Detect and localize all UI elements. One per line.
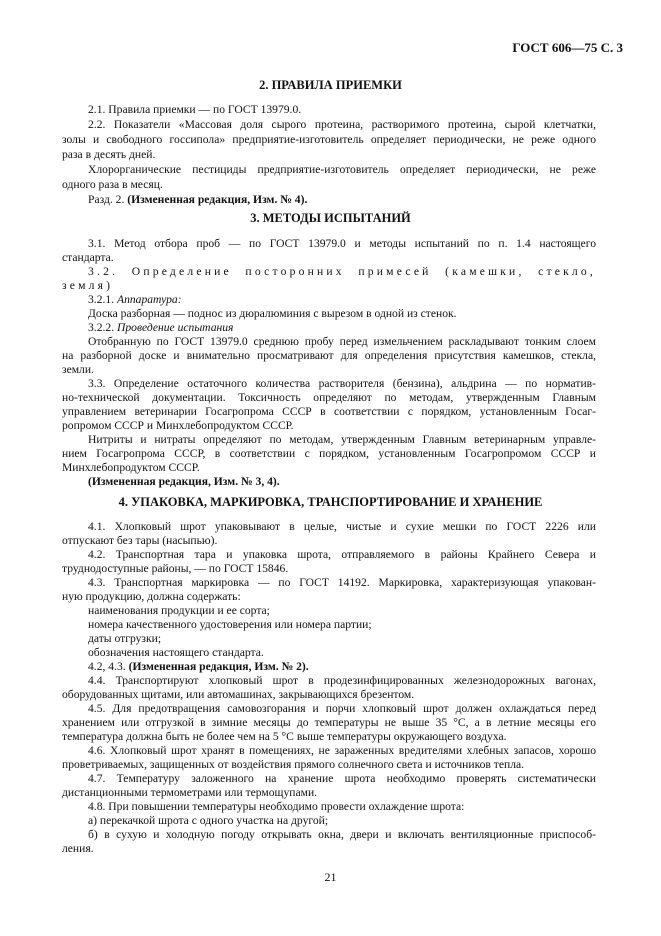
- page-number: 21: [324, 870, 337, 884]
- paragraph-line: 4.7. Температуру заложенного на хранение шрота необходимо проверять систематически: [88, 772, 596, 786]
- subsection-number: 3.2.1.: [88, 292, 117, 306]
- subsection-label: Проведение испытания: [116, 320, 234, 334]
- section-4-heading: 4. УПАКОВКА, МАРКИРОВКА, ТРАНСПОРТИРОВАНИЕ И ХРАНЕНИЕ: [118, 494, 543, 509]
- paragraph-line: раза в десять дней.: [62, 148, 156, 161]
- spaced-subheading: 3.2. Определение посторонних примесей (камешки, стекло,: [88, 264, 596, 278]
- paragraph-line: одного раза в месяц.: [62, 178, 163, 191]
- section-2-heading: 2. ПРАВИЛА ПРИЕМКИ: [259, 78, 402, 92]
- paragraph-line: Нитриты и нитраты определяют по методам, утвержденным Главным ветеринарным управле-: [88, 432, 596, 446]
- paragraph-line: Хлорорганические пестициды предприятие-изготовитель определяет периодически, не реже: [88, 163, 596, 176]
- paragraph-line: 2.1. Правила приемки — по ГОСТ 13979.0.: [88, 103, 302, 116]
- paragraph-line: ную продукцию, должна содержать:: [62, 589, 241, 603]
- paragraph-line: 4.3. Транспортная маркировка — по ГОСТ 14192. Маркировка, характеризующая упакован-: [88, 575, 596, 589]
- amendment-text: (Измененная редакция, Изм. № 2).: [128, 660, 309, 674]
- paragraph-line: стандарта.: [62, 250, 114, 264]
- list-item: ления.: [62, 842, 94, 856]
- running-head: ГОСТ 606—75 С. 3: [512, 40, 623, 55]
- paragraph-line: 2.2. Показатели «Массовая доля сырого протеина, растворимого протеина, сырой клетчатки,: [88, 118, 596, 131]
- paragraph-line: отпускают без тары (насыпью).: [62, 533, 218, 547]
- list-item: а) перекачкой шрота с одного участка на другой;: [88, 814, 329, 828]
- paragraph-line: Отобранную по ГОСТ 13979.0 среднюю пробу перед измельчением раскладывают тонким слоем: [88, 334, 596, 348]
- section-3-heading: 3. МЕТОДЫ ИСПЫТАНИЙ: [250, 211, 411, 226]
- amendment-ref: Разд. 2.: [88, 193, 128, 206]
- paragraph-line: Минхлебопродуктом СССР.: [62, 460, 200, 474]
- paragraph-line: ропромом СССР и Минхлебопродуктом СССР.: [62, 418, 294, 432]
- amendment-note: [88, 659, 596, 674]
- paragraph-line: хранением или отгрузкой в зимние месяцы до температуры не выше 35 °С, а в летние месяцы его: [62, 716, 596, 730]
- paragraph-line: 4.5. Для предотвращения самовозгорания и порчи хлопковый шрот должен охлаждаться перед: [88, 702, 596, 716]
- paragraph-line: 3.1. Метод отбора проб — по ГОСТ 13979.0 и методы испытаний по п. 1.4 настоящего: [88, 236, 596, 250]
- amendment-ref: 4.2, 4.3.: [88, 660, 129, 674]
- list-item: обозначения настоящего стандарта.: [88, 646, 264, 660]
- paragraph-line: нием Госагропрома СССР, в соответствии с порядком, установленным Госагропромом СССР и: [62, 446, 596, 460]
- spaced-subheading: земля): [62, 278, 114, 292]
- paragraph-line: 4.4. Транспортируют хлопковый шрот в продезинфицированных железнодорожных вагонах,: [88, 674, 596, 688]
- subsection-label: Аппаратура:: [116, 292, 182, 306]
- paragraph-line: 4.1. Хлопковый шрот упаковывают в целые, чистые и сухие мешки по ГОСТ 2226 или: [88, 519, 596, 533]
- paragraph-line: земли.: [62, 362, 94, 376]
- list-item: даты отгрузки;: [88, 632, 162, 646]
- paragraph-line: но-технической документации. Токсичность определяют по методам, утвержденным Главным: [62, 390, 596, 404]
- paragraph-line: оборудованных щитами, или автомашинах, закрывающихся брезентом.: [62, 688, 415, 702]
- paragraph-line: дистанционными термометрами или термощупами.: [62, 786, 318, 800]
- subsection-title: [88, 292, 596, 307]
- amendment-text: (Измененная редакция, Изм. № 4).: [127, 193, 308, 206]
- list-item: номера качественного удостоверения или номера партии;: [88, 618, 372, 631]
- subsection-number: 3.2.2.: [88, 320, 117, 334]
- subsection-title: [88, 320, 596, 335]
- list-item: наименования продукции и ее сорта;: [88, 603, 270, 617]
- paragraph-line: 4.2. Транспортная тара и упаковка шрота, отправляемого в районы Крайнего Севера и: [88, 547, 596, 561]
- paragraph-line: золы и свободного госсипола» предприятие-изготовитель определяет периодически, не реже одного: [62, 133, 596, 146]
- amendment-note: (Измененная редакция, Изм. № 3, 4).: [88, 474, 280, 488]
- paragraph-line: температура должна быть не более чем на 5 °С выше температуры окружающего воздуха.: [62, 730, 507, 744]
- paragraph-line: 4.6. Хлопковый шрот хранят в помещениях, не зараженных вредителями хлебных запасов, хорошо: [88, 744, 596, 758]
- paragraph-line: труднодоступные районы, — по ГОСТ 15846.: [62, 561, 289, 575]
- list-item: б) в сухую и холодную погоду открывать окна, двери и включать вентиляционные приспособ-: [88, 828, 596, 842]
- paragraph-line: проветриваемых, защищенных от воздействия прямого солнечного света и источников тепла.: [62, 758, 525, 772]
- paragraph-line: Доска разборная — поднос из дюралюминия с вырезом в одной из стенок.: [88, 306, 457, 320]
- paragraph-line: 3.3. Определение остаточного количества растворителя (бензина), альдрина — по норматив-: [88, 376, 596, 390]
- paragraph-line: на разборной доске и внимательно просматривают для определения присутствия камешков, стекла,: [62, 348, 596, 362]
- amendment-note: [88, 192, 596, 207]
- paragraph-line: 4.8. При повышении температуры необходимо провести охлаждение шрота:: [88, 800, 465, 814]
- paragraph-line: управлением ветеринарии Госагропрома СССР в соответствии с порядком, установленным Госаг-: [62, 404, 596, 418]
